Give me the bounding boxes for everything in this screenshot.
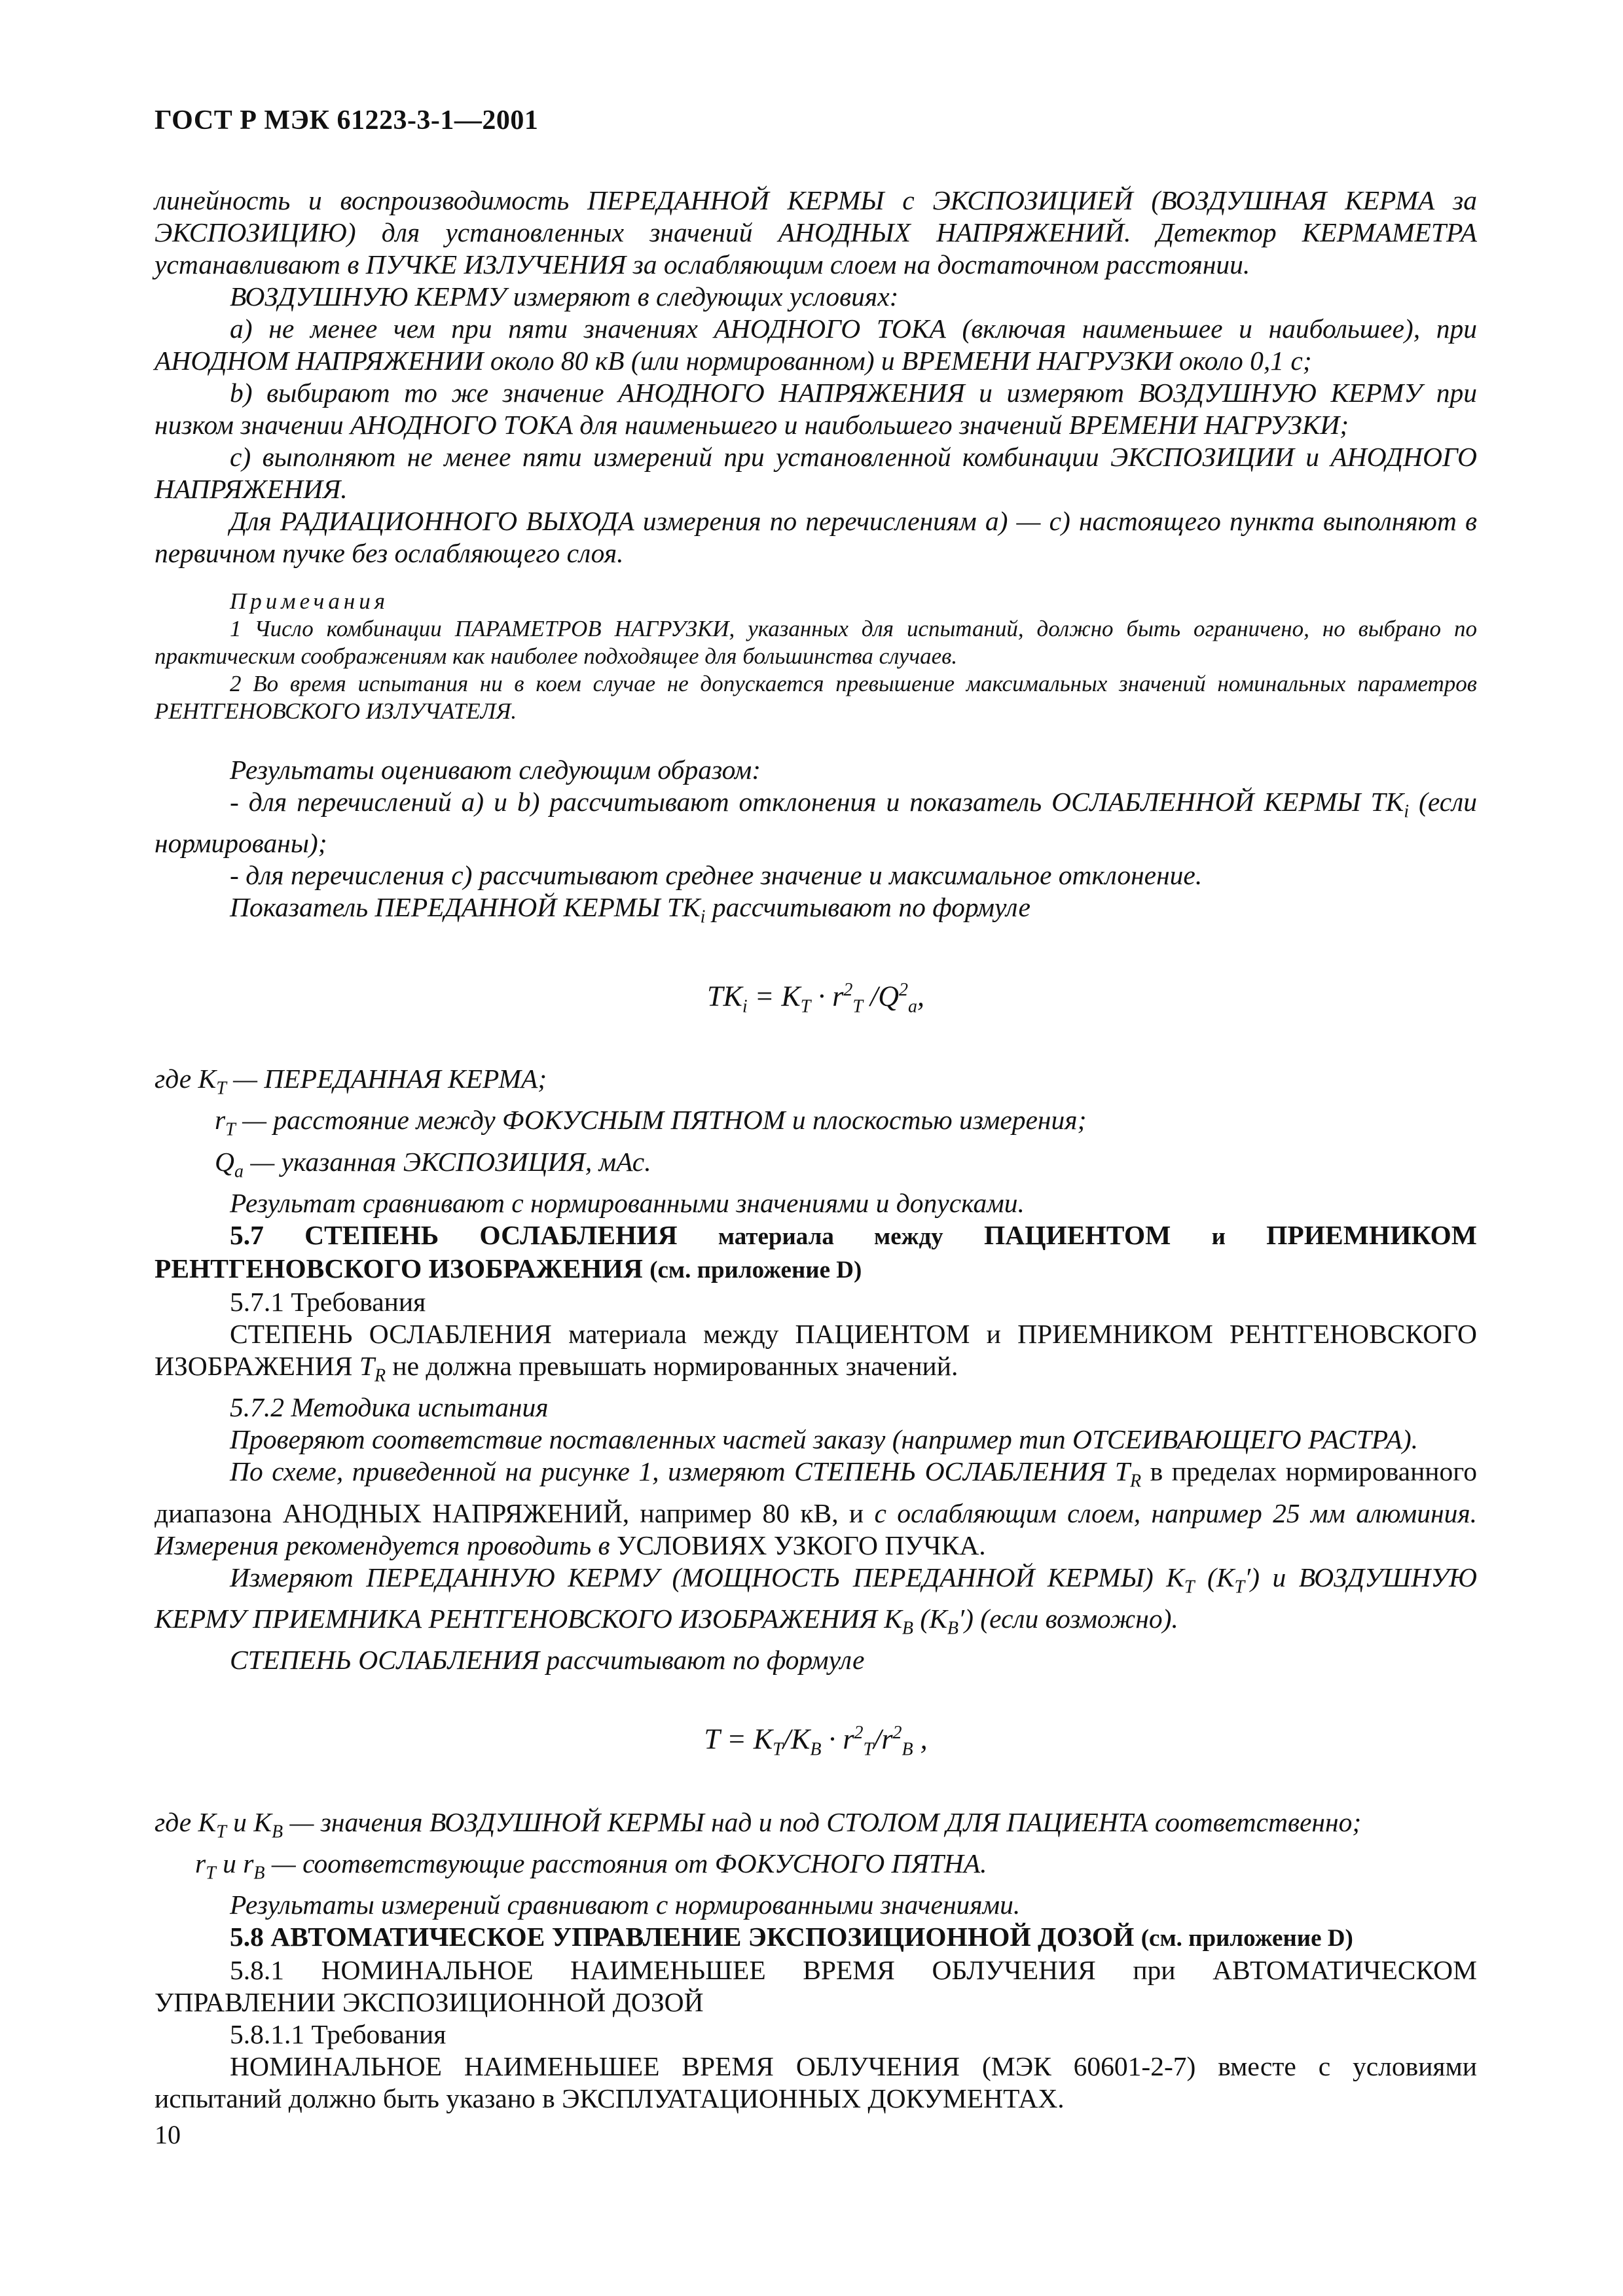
- paragraph-linearity: линейность и воспроизводимость ПЕРЕДАННОЙ КЕРМЫ с ЭКСПОЗИЦИЕЙ (ВОЗДУШНАЯ КЕРМА за ЭКСПОЗИЦИЮ) для установленных значений АНОДНЫХ НАПРЯЖЕНИЙ. Детектор КЕРМАМЕТРА устанавливают в ПУЧКЕ ИЗЛУЧЕНИЯ за ослабляющим слоем на достаточном расстоянии.: [155, 185, 1477, 279]
- definition-kt-kb: где $K_T$ и $K_B$ — значения ВОЗДУШНОЙ КЕРМЫ над и под СТОЛОМ ДЛЯ ПАЦИЕНТА соответственно;: [155, 1806, 1362, 1842]
- note-1: 1 Число комбинации ПАРАМЕТРОВ НАГРУЗКИ, указанных для испытаний, должно быть ограничено, но выбрано по практическим соображениям как наиболее подходящее для большинства случаев.: [155, 616, 1477, 669]
- section-5-8-title: 5.8 АВТОМАТИЧЕСКОЕ УПРАВЛЕНИЕ ЭКСПОЗИЦИОННОЙ ДОЗОЙ (см. приложение D): [230, 1922, 1353, 1952]
- definition-rt: $r_T$ — расстояние между ФОКУСНЫМ ПЯТНОМ и плоскостью измерения;: [215, 1105, 1087, 1140]
- results-item-3: Показатель ПЕРЕДАННОЙ КЕРМЫ $TK_i$ рассчитывают по формуле: [230, 892, 1030, 927]
- section-5-7-2-title: 5.7.2 Методика испытания: [230, 1392, 549, 1423]
- list-item-b: b) выбирают то же значение АНОДНОГО НАПРЯЖЕНИЯ и измеряют ВОЗДУШНУЮ КЕРМУ при низком значении АНОДНОГО ТОКА для наименьшего и наибольшего значений ВРЕМЕНИ НАГРУЗКИ;: [155, 378, 1477, 440]
- definition-kt: где $K_T$ — ПЕРЕДАННАЯ КЕРМА;: [155, 1064, 547, 1099]
- document-header: ГОСТ Р МЭК 61223-3-1—2001: [155, 105, 539, 135]
- results-item-2: - для перечисления c) рассчитывают среднее значение и максимальное отклонение.: [230, 860, 1203, 891]
- document-body: [155, 185, 1477, 2115]
- paragraph-radiation-output: Для РАДИАЦИОННОГО ВЫХОДА измерения по перечислениям a) — c) настоящего пункта выполняют в первичном пучке без ослабляющего слоя.: [155, 506, 1477, 568]
- section-5-8-1-1-title: 5.8.1.1 Требования: [230, 2019, 447, 2050]
- definition-qa: $Q_a$ — указанная ЭКСПОЗИЦИЯ, мАс.: [215, 1146, 651, 1181]
- result-compare-2: Результаты измерений сравнивают с нормированными значениями.: [230, 1890, 1021, 1920]
- result-compare-1: Результат сравнивают с нормированными значениями и допусками.: [230, 1187, 1025, 1218]
- section-5-7-title: 5.7 СТЕПЕНЬ ОСЛАБЛЕНИЯ материала между ПАЦИЕНТОМ и ПРИЕМНИКОМ РЕНТГЕНОВСКОГО ИЗОБРАЖЕНИЯ (см. приложение D): [155, 1219, 1477, 1283]
- formula-attenuation: $T = K_T/K_B \cdot r^2_T/r^2_B$ ,: [704, 1723, 928, 1760]
- method-paragraph-2: По схеме, приведенной на рисунке 1, измеряют СТЕПЕНЬ ОСЛАБЛЕНИЯ $T_R$ в пределах нормированного диапазона АНОДНЫХ НАПРЯЖЕНИЙ, например 80 кВ, и с ослабляющим слоем, например 25 мм алюминия. Измерения рекомендуется проводить в УСЛОВИЯХ УЗКОГО ПУЧКА.: [155, 1456, 1478, 1560]
- method-paragraph-1: Проверяют соответствие поставленных частей заказу (например тип ОТСЕИВАЮЩЕГО РАСТРА).: [230, 1424, 1419, 1455]
- paragraph-air-kerma-conditions: ВОЗДУШНУЮ КЕРМУ измеряют в следующих условиях:: [230, 281, 899, 312]
- section-5-8-1-title: 5.8.1 НОМИНАЛЬНОЕ НАИМЕНЬШЕЕ ВРЕМЯ ОБЛУЧЕНИЯ при АВТОМАТИЧЕСКОМ УПРАВЛЕНИИ ЭКСПОЗИЦИОННОЙ ДОЗОЙ: [155, 1955, 1478, 2018]
- method-paragraph-3: Измеряют ПЕРЕДАННУЮ КЕРМУ (МОЩНОСТЬ ПЕРЕДАННОЙ КЕРМЫ) $K_T$ $(K_T')$ и ВОЗДУШНУЮ КЕРМУ ПРИЕМНИКА РЕНТГЕНОВСКОГО ИЗОБРАЖЕНИЯ $K_B$ $(K_B')$ (если возможно).: [155, 1562, 1477, 1639]
- results-intro: Результаты оценивают следующим образом:: [230, 755, 761, 785]
- formula-transmitted-kerma: $TK_i = K_T \cdot r^2_T$ $/Q^2_a$,: [707, 979, 924, 1017]
- page-number: 10: [155, 2120, 181, 2149]
- list-item-a: a) не менее чем при пяти значениях АНОДНОГО ТОКА (включая наименьшее и наибольшее), при АНОДНОМ НАПРЯЖЕНИИ около 80 кВ (или нормированном) и ВРЕМЕНИ НАГРУЗКИ около 0,1 с;: [155, 314, 1477, 376]
- section-5-8-1-1-text: НОМИНАЛЬНОЕ НАИМЕНЬШЕЕ ВРЕМЯ ОБЛУЧЕНИЯ (МЭК 60601-2-7) вместе с условиями испытаний должно быть указано в ЭКСПЛУАТАЦИОННЫХ ДОКУМЕНТАХ.: [155, 2051, 1477, 2114]
- definition-rt-rb: $r_T$ и $r_B$ — соответствующие расстояния от ФОКУСНОГО ПЯТНА.: [195, 1848, 987, 1884]
- method-paragraph-4: СТЕПЕНЬ ОСЛАБЛЕНИЯ рассчитывают по формуле: [230, 1645, 865, 1676]
- list-item-c: c) выполняют не менее пяти измерений при установленной комбинации ЭКСПОЗИЦИИ и АНОДНОГО НАПРЯЖЕНИЯ.: [155, 442, 1477, 504]
- results-item-1: - для перечислений a) и b) рассчитывают отклонения и показатель ОСЛАБЛЕННОЙ КЕРМЫ $TK_i$ (если нормированы);: [155, 787, 1477, 859]
- note-2: 2 Во время испытания ни в коем случае не допускается превышение максимальных значений номинальных параметров РЕНТГЕНОВСКОГО ИЗЛУЧАТЕЛЯ.: [155, 671, 1477, 724]
- notes-title: Примечания: [230, 588, 390, 614]
- section-5-7-1-text: СТЕПЕНЬ ОСЛАБЛЕНИЯ материала между ПАЦИЕНТОМ и ПРИЕМНИКОМ РЕНТГЕНОВСКОГО ИЗОБРАЖЕНИЯ $T_R$ не должна превышать нормированных значений.: [155, 1318, 1477, 1386]
- section-5-7-1-title: 5.7.1 Требования: [230, 1286, 426, 1317]
